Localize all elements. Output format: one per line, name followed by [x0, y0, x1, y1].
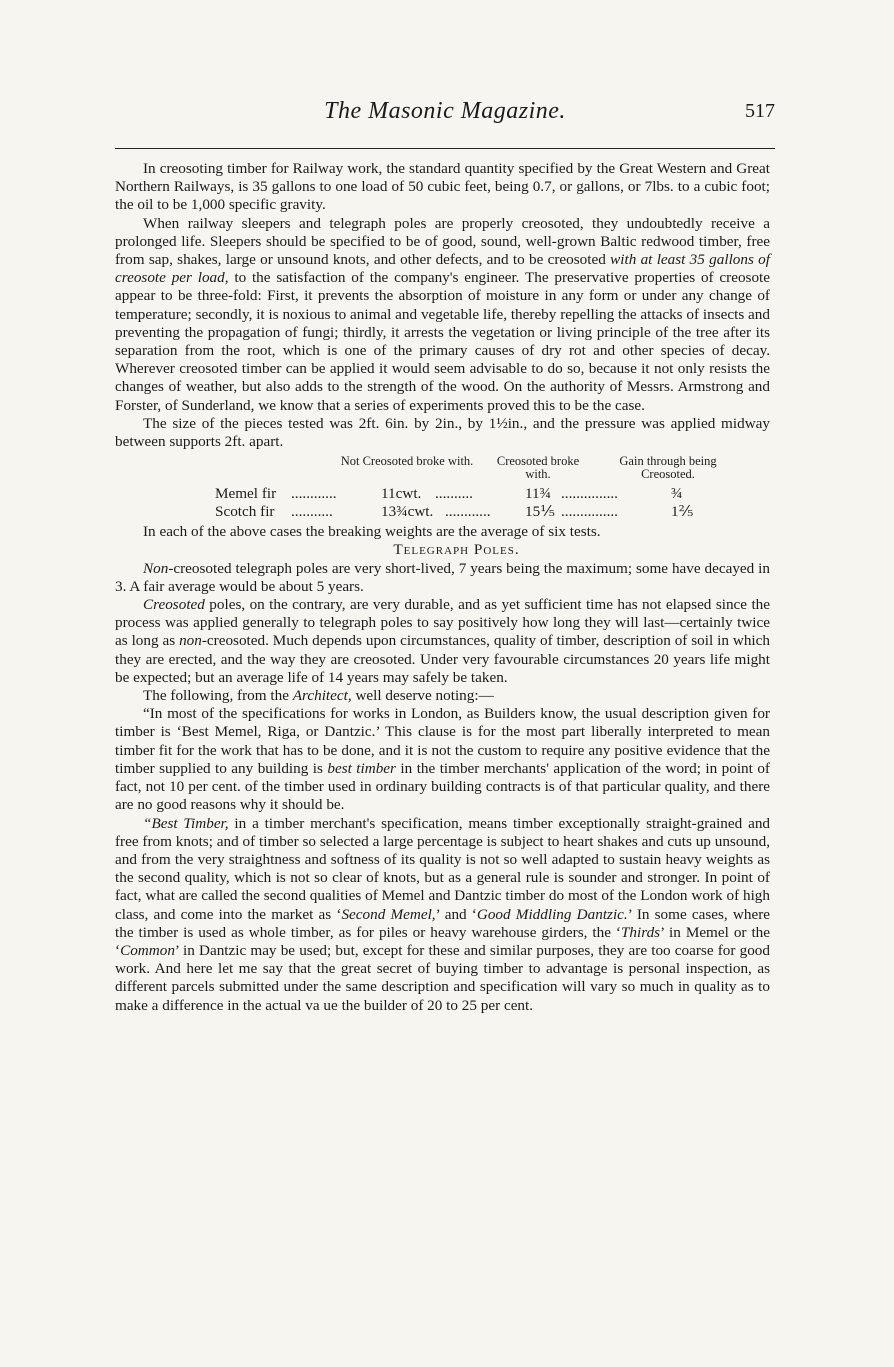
table-row [115, 485, 770, 503]
timber-name: Scotch fir [215, 503, 275, 521]
column-header-not-creosoted: Not Creosoted broke with. [340, 454, 474, 469]
paragraph-creosoted-poles: Creosoted poles, on the contrary, are very durable, and as yet sufficient time has not elapsed since the process was applied generally to telegraph poles to say positively how long they will last—certainly twice as long as non-creosoted. Much depends upon circumstances, quality of timber, description of soil in which they are erected, and the way they are creosoted. Under very favourable circumstances 20 years life might be expected; but an average life of 14 years may safely be taken. [115, 596, 770, 686]
paragraph-creosoting-quantity: In creosoting timber for Railway work, the standard quantity specified by the Great Western and Great Northern Railways, is 35 gallons to one load of 50 cubic feet, being 0.7, or gallons, or 7lbs. to a cubic foot; the oil to be 1,000 specific gravity. [115, 160, 770, 214]
timber-name: Memel fir [215, 485, 277, 503]
creosoted-value: 11¾ [525, 485, 552, 503]
creosoted-value: 15⅕ [525, 503, 555, 521]
header-rule [115, 148, 775, 149]
leader-dots: ........... [291, 503, 333, 521]
paragraph-sleepers-and-poles: When railway sleepers and telegraph poles are properly creosoted, they undoubtedly receive a prolonged life. Sleepers should be specified to be of good, sound, well-grown Baltic redwood timber, free from sap, shakes, large or unsound knots, and other defects, and to be creosoted with at least 35 gallons of creosote per load, to the satisfaction of the company's engineer. The preservative properties of creosote appear to be three-fold: First, it prevents the absorption of moisture in any form or under any change of temperature; secondly, it is noxious to animal and vegetable life, thereby repelling the attacks of insects and preventing the propagation of fungi; thirdly, it arrests the vegetation or living principle of the tree after its separation from the root, which is one of the primary causes of dry rot and other species of decay. Wherever creosoted timber can be applied it would seem advisable to do so, because it not only resists the changes of weather, but also adds to the strength of the wood. On the authority of Messrs. Armstrong and Forster, of Sunderland, we know that a series of experiments proved this to be the case. [115, 214, 770, 414]
page-header [115, 98, 775, 128]
breaking-weights-table [115, 455, 770, 521]
paragraph-quote-best-timber: “Best Timber, in a timber merchant's specification, means timber exceptionally straight-grained and free from knots; and of timber so selected a large percentage is subject to heart shakes and cuts up unsound, and from the very straightness and softness of its quality is not so well adapted to sustain heavy weights as the second quality, which is not so clear of knots, but as a general rule is sounder and stronger. In point of fact, what are called the second qualities of Memel and Dantzic timber do most of the London work of high class, and come into the market as ‘Second Memel,’ and ‘Good Middling Dantzic.’ In some cases, where the timber is used as whole timber, as for piles or heavy warehouse girders, the ‘Thirds’ in Memel or the ‘Common’ in Dantzic may be used; but, except for these and similar purposes, they are too coarse for good work. And here let me say that the great secret of buying timber to advantage is personal inspection, as different parcels submitted under the same description and specification will vary so much in quality as to make a difference in the actual va ue the builder of 20 to 25 per cent. [115, 814, 771, 1014]
not-creosoted-value: 11cwt. [381, 485, 422, 503]
page-number: 517 [745, 100, 775, 122]
section-heading-telegraph-poles: Telegraph Poles. [393, 541, 520, 559]
paragraph-architect-intro: The following, from the Architect, well deserve noting:— [143, 687, 494, 705]
table-header [115, 455, 770, 485]
column-header-gain: Gain through being Creosoted. [619, 454, 717, 482]
article-body [115, 160, 770, 1015]
running-title: The Masonic Magazine. [324, 98, 566, 124]
leader-dots: ............... [561, 485, 618, 503]
not-creosoted-value: 13¾cwt. [381, 503, 434, 521]
paragraph-average-note: In each of the above cases the breaking weights are the average of six tests. [143, 523, 601, 541]
gain-value: 1⅖ [671, 503, 694, 521]
gain-value: ¾ [671, 485, 683, 503]
leader-dots: ............... [561, 503, 618, 521]
column-header-creosoted: Creosoted broke with. [496, 454, 580, 482]
paragraph-non-creosoted-poles: Non-creosoted telegraph poles are very short-lived, 7 years being the maximum; some have decayed in 3. A fair average would be about 5 years. [115, 559, 770, 595]
leader-dots: .......... [435, 485, 473, 503]
table-row [115, 503, 770, 521]
leader-dots: ............ [291, 485, 337, 503]
paragraph-test-pieces: The size of the pieces tested was 2ft. 6in. by 2in., by 1½in., and the pressure was applied midway between supports 2ft. apart. [115, 414, 770, 451]
paragraph-quote-specifications: “In most of the specifications for works in London, as Builders know, the usual description given for timber is ‘Best Memel, Riga, or Dantzic.’ This clause is for the most part liberally interpreted to mean timber fit for the work that has to be done, and it is not the custom to require any positive evidence that the timber supplied to any building is best timber in the timber merchants' application of the word; in point of fact, not 10 per cent. of the timber used in ordinary building contracts is of that particular quality, and there are no good reasons why it should be. [115, 705, 770, 814]
leader-dots: ............ [445, 503, 491, 521]
